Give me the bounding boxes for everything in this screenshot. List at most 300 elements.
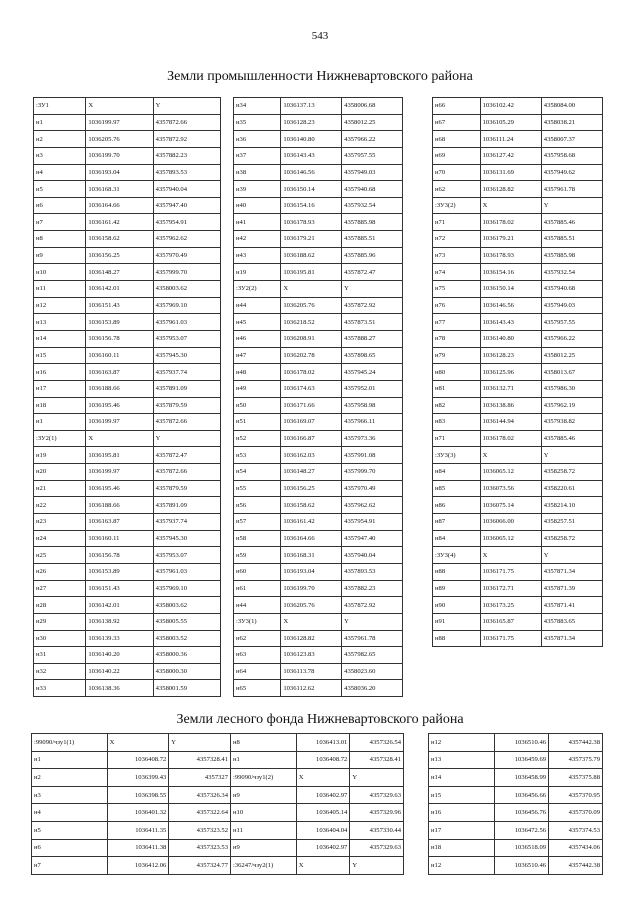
parcel-header-row — [234, 281, 403, 298]
coordinate-row — [429, 821, 603, 839]
coordinate-row — [34, 114, 221, 131]
point-label: н15 — [34, 347, 86, 364]
point-label: н33 — [34, 680, 86, 697]
x-value: 1036164.66 — [281, 530, 342, 547]
coordinate-row — [234, 514, 403, 531]
y-value: 4357871.39 — [541, 580, 602, 597]
y-value: 4357962.19 — [541, 397, 602, 414]
x-value: 1036128.82 — [281, 630, 342, 647]
coordinate-row — [234, 630, 403, 647]
point-label: н9 — [231, 839, 297, 857]
point-label: н26 — [34, 563, 86, 580]
point-label: н14 — [429, 769, 495, 787]
y-value: 4357879.59 — [153, 397, 220, 414]
coordinate-row — [234, 480, 403, 497]
y-value: 4357953.07 — [153, 330, 220, 347]
point-label: н49 — [234, 380, 281, 397]
point-label: н87 — [433, 514, 481, 531]
y-value: 4358036.20 — [342, 680, 403, 697]
point-label: н23 — [34, 514, 86, 531]
point-label: н1 — [34, 414, 86, 431]
x-value: 1036193.04 — [86, 164, 153, 181]
coordinate-row — [234, 164, 403, 181]
x-value: 1036178.93 — [480, 247, 541, 264]
coordinate-row — [234, 447, 403, 464]
y-value: 4357961.03 — [153, 563, 220, 580]
y-value: 4357885.98 — [541, 247, 602, 264]
y-value: 4357958.98 — [342, 397, 403, 414]
x-header: X — [480, 447, 541, 464]
x-value: 1036156.25 — [281, 480, 342, 497]
parcel-header-row — [234, 613, 403, 630]
x-value: 1036510.46 — [495, 857, 549, 875]
point-label: н2 — [34, 131, 86, 148]
coordinate-row — [34, 247, 221, 264]
coordinate-row — [234, 330, 403, 347]
x-header: X — [281, 613, 342, 630]
parcel-label: :99090/чзу1(2) — [231, 769, 297, 787]
point-label: н90 — [433, 597, 481, 614]
x-value: 1036161.42 — [86, 214, 153, 231]
y-header: Y — [342, 281, 403, 298]
coordinate-row — [433, 480, 603, 497]
coordinate-row — [234, 314, 403, 331]
x-value: 1036412.06 — [107, 857, 169, 875]
point-label: н71 — [433, 430, 481, 447]
point-label: н56 — [234, 497, 281, 514]
point-label: н44 — [234, 297, 281, 314]
y-value: 4358006.68 — [342, 98, 403, 115]
point-label: н14 — [34, 330, 86, 347]
y-header: Y — [169, 734, 231, 752]
x-value: 1036140.80 — [480, 330, 541, 347]
point-label: н58 — [234, 530, 281, 547]
point-label: н8 — [231, 734, 297, 752]
x-value: 1036163.87 — [86, 514, 153, 531]
point-label: н9 — [34, 247, 86, 264]
x-value: 1036146.56 — [281, 164, 342, 181]
x-header: X — [107, 734, 169, 752]
parcel-header-row — [433, 447, 603, 464]
point-label: н46 — [234, 330, 281, 347]
point-label: н18 — [429, 839, 495, 857]
parcel-header-row — [231, 769, 404, 787]
coordinate-row — [433, 613, 603, 630]
coordinate-row — [433, 397, 603, 414]
x-value: 1036150.14 — [281, 181, 342, 198]
point-label: н37 — [234, 147, 281, 164]
x-value: 1036459.69 — [495, 751, 549, 769]
point-label: н1 — [34, 114, 86, 131]
x-value: 1036399.43 — [107, 769, 169, 787]
point-label: н13 — [34, 314, 86, 331]
x-value: 1036178.02 — [480, 430, 541, 447]
y-value: 4357329.63 — [350, 786, 404, 804]
y-header: Y — [153, 430, 220, 447]
x-value: 1036195.46 — [86, 397, 153, 414]
y-value: 4357872.66 — [153, 464, 220, 481]
coordinate-row — [34, 580, 221, 597]
point-label: н63 — [234, 647, 281, 664]
coordinates-table-forest-3 — [428, 733, 603, 875]
coordinate-row — [234, 147, 403, 164]
coordinate-row — [433, 514, 603, 531]
coordinate-row — [429, 734, 603, 752]
y-value: 4357873.51 — [342, 314, 403, 331]
point-label: н77 — [433, 314, 481, 331]
x-value: 1036140.80 — [281, 131, 342, 148]
y-value: 4357949.03 — [342, 164, 403, 181]
x-header: X — [86, 430, 153, 447]
x-value: 1036153.89 — [86, 314, 153, 331]
y-value: 4357329.96 — [350, 804, 404, 822]
x-value: 1036102.42 — [480, 98, 541, 115]
y-value: 4357883.65 — [541, 613, 602, 630]
parcel-label: :99090/чзу1(1) — [32, 734, 108, 752]
point-label: н12 — [429, 734, 495, 752]
x-value: 1036193.04 — [281, 563, 342, 580]
x-value: 1036142.01 — [86, 597, 153, 614]
coordinate-row — [34, 597, 221, 614]
y-value: 4357937.74 — [153, 514, 220, 531]
point-label: н20 — [34, 464, 86, 481]
coordinate-row — [34, 647, 221, 664]
y-value: 4357970.49 — [342, 480, 403, 497]
coordinate-row — [34, 364, 221, 381]
point-label: н42 — [234, 231, 281, 248]
x-value: 1036163.87 — [86, 364, 153, 381]
x-value: 1036404.04 — [296, 821, 350, 839]
y-header: Y — [342, 613, 403, 630]
coordinate-row — [433, 231, 603, 248]
point-label: н71 — [433, 214, 481, 231]
y-value: 4357872.47 — [153, 447, 220, 464]
y-value: 4357375.79 — [549, 751, 603, 769]
coordinate-row — [34, 563, 221, 580]
point-label: н67 — [433, 114, 481, 131]
x-value: 1036405.14 — [296, 804, 350, 822]
y-value: 4357991.08 — [342, 447, 403, 464]
point-label: н88 — [433, 563, 481, 580]
coordinates-table-forest-2 — [230, 733, 404, 875]
point-label: н31 — [34, 647, 86, 664]
point-label: н22 — [34, 497, 86, 514]
y-value: 4358012.25 — [541, 347, 602, 364]
x-value: 1036202.78 — [281, 347, 342, 364]
y-value: 4358257.51 — [541, 514, 602, 531]
coordinate-row — [433, 247, 603, 264]
point-label: н11 — [34, 281, 86, 298]
coordinate-row — [32, 821, 231, 839]
coordinate-row — [34, 680, 221, 697]
coordinate-row — [34, 547, 221, 564]
x-value: 1036139.33 — [86, 630, 153, 647]
y-value: 4357999.70 — [342, 464, 403, 481]
coordinate-row — [34, 630, 221, 647]
x-value: 1036398.55 — [107, 786, 169, 804]
coordinate-row — [34, 314, 221, 331]
x-value: 1036402.97 — [296, 839, 350, 857]
coordinate-row — [234, 264, 403, 281]
coordinate-row — [34, 281, 221, 298]
x-value: 1036199.97 — [86, 464, 153, 481]
point-label: н6 — [34, 197, 86, 214]
point-label: н19 — [34, 447, 86, 464]
coordinate-row — [234, 563, 403, 580]
y-value: 4357323.53 — [169, 839, 231, 857]
point-label: н44 — [234, 597, 281, 614]
x-value: 1036411.35 — [107, 821, 169, 839]
x-value: 1036154.16 — [480, 264, 541, 281]
point-label: н11 — [231, 821, 297, 839]
x-value: 1036154.16 — [281, 197, 342, 214]
point-label: н85 — [433, 480, 481, 497]
x-value: 1036171.66 — [281, 397, 342, 414]
y-value: 4358013.67 — [541, 364, 602, 381]
y-value: 4357872.92 — [342, 597, 403, 614]
y-header: Y — [350, 857, 404, 875]
point-label: н68 — [433, 131, 481, 148]
parcel-label: :36247/чзу2(1) — [231, 857, 297, 875]
y-value: 4357953.07 — [153, 547, 220, 564]
point-label: н40 — [234, 197, 281, 214]
coordinate-row — [34, 264, 221, 281]
point-label: н52 — [234, 430, 281, 447]
x-value: 1036411.38 — [107, 839, 169, 857]
y-value: 4357932.54 — [342, 197, 403, 214]
y-value: 4357885.51 — [342, 231, 403, 248]
x-value: 1036138.92 — [86, 613, 153, 630]
y-value: 4357374.53 — [549, 821, 603, 839]
point-label: н5 — [32, 821, 108, 839]
x-value: 1036456.66 — [495, 786, 549, 804]
coordinate-row — [34, 347, 221, 364]
coordinate-row — [234, 497, 403, 514]
point-label: н34 — [234, 98, 281, 115]
coordinate-row — [234, 464, 403, 481]
coordinate-row — [34, 530, 221, 547]
y-value: 4357328.41 — [169, 751, 231, 769]
x-value: 1036131.69 — [480, 164, 541, 181]
x-value: 1036408.72 — [107, 751, 169, 769]
coordinate-row — [34, 214, 221, 231]
point-label: н16 — [34, 364, 86, 381]
x-value: 1036156.25 — [86, 247, 153, 264]
x-value: 1036199.70 — [281, 580, 342, 597]
x-value: 1036125.96 — [480, 364, 541, 381]
y-value: 4357961.03 — [153, 314, 220, 331]
x-value: 1036158.62 — [86, 231, 153, 248]
x-value: 1036199.70 — [86, 147, 153, 164]
coordinate-row — [34, 464, 221, 481]
y-value: 4357891.09 — [153, 497, 220, 514]
point-label: н9 — [231, 786, 297, 804]
y-value: 4357885.96 — [342, 247, 403, 264]
coordinate-row — [234, 131, 403, 148]
parcel-header-row — [433, 547, 603, 564]
point-label: н83 — [433, 414, 481, 431]
y-value: 4357882.23 — [342, 580, 403, 597]
parcel-label: :ЗУ3(4) — [433, 547, 481, 564]
y-value: 4357872.66 — [153, 414, 220, 431]
coordinate-row — [32, 804, 231, 822]
point-label: н18 — [34, 397, 86, 414]
parcel-label: :ЗУ3(3) — [433, 447, 481, 464]
y-value: 4357973.36 — [342, 430, 403, 447]
x-value: 1036105.29 — [480, 114, 541, 131]
coordinate-row — [234, 197, 403, 214]
point-label: н13 — [429, 751, 495, 769]
parcel-header-row — [32, 734, 231, 752]
point-label: н70 — [433, 164, 481, 181]
y-value: 4357940.04 — [153, 181, 220, 198]
point-label: н32 — [34, 663, 86, 680]
x-value: 1036188.62 — [281, 247, 342, 264]
y-header: Y — [153, 98, 220, 115]
y-value: 4357938.82 — [541, 414, 602, 431]
coordinate-row — [433, 580, 603, 597]
coordinate-row — [34, 380, 221, 397]
y-value: 4357954.91 — [153, 214, 220, 231]
point-label: н48 — [234, 364, 281, 381]
x-value: 1036413.01 — [296, 734, 350, 752]
x-value: 1036066.00 — [480, 514, 541, 531]
point-label: н86 — [433, 497, 481, 514]
y-value: 4357885.98 — [342, 214, 403, 231]
coordinate-row — [429, 804, 603, 822]
x-value: 1036172.71 — [480, 580, 541, 597]
y-value: 4358007.37 — [541, 131, 602, 148]
point-label: н4 — [32, 804, 108, 822]
point-label: н65 — [234, 680, 281, 697]
x-value: 1036188.66 — [86, 497, 153, 514]
y-value: 4357949.62 — [541, 164, 602, 181]
y-value: 4357888.27 — [342, 330, 403, 347]
coordinate-row — [433, 330, 603, 347]
point-label: н39 — [234, 181, 281, 198]
point-label: н27 — [34, 580, 86, 597]
x-value: 1036140.20 — [86, 647, 153, 664]
coordinate-row — [34, 414, 221, 431]
y-value: 4357961.78 — [342, 630, 403, 647]
coordinate-row — [433, 281, 603, 298]
point-label: н50 — [234, 397, 281, 414]
point-label: н17 — [34, 380, 86, 397]
x-value: 1036160.11 — [86, 347, 153, 364]
x-value: 1036156.78 — [86, 547, 153, 564]
coordinate-row — [433, 98, 603, 115]
x-value: 1036472.56 — [495, 821, 549, 839]
page-number: 543 — [311, 30, 329, 42]
point-label: н2 — [32, 769, 108, 787]
point-label: н73 — [433, 247, 481, 264]
coordinate-row — [34, 480, 221, 497]
coordinate-row — [429, 786, 603, 804]
x-header: X — [480, 547, 541, 564]
point-label: н25 — [34, 547, 86, 564]
y-value: 4357947.40 — [342, 530, 403, 547]
coordinate-row — [231, 751, 404, 769]
coordinate-row — [433, 380, 603, 397]
coordinate-row — [32, 786, 231, 804]
point-label: н84 — [433, 464, 481, 481]
point-label: н59 — [234, 547, 281, 564]
coordinate-row — [34, 663, 221, 680]
coordinate-row — [231, 821, 404, 839]
x-value: 1036164.66 — [86, 197, 153, 214]
point-label: н91 — [433, 613, 481, 630]
point-label: н12 — [429, 857, 495, 875]
coordinate-row — [433, 181, 603, 198]
point-label: н88 — [433, 630, 481, 647]
coordinate-row — [34, 447, 221, 464]
point-label: н53 — [234, 447, 281, 464]
x-value: 1036174.63 — [281, 380, 342, 397]
y-value: 4358005.55 — [153, 613, 220, 630]
x-value: 1036518.09 — [495, 839, 549, 857]
point-label: н75 — [433, 281, 481, 298]
y-value: 4358038.21 — [541, 114, 602, 131]
x-value: 1036146.56 — [480, 297, 541, 314]
point-label: н60 — [234, 563, 281, 580]
point-label: н79 — [433, 347, 481, 364]
coordinate-row — [32, 857, 231, 875]
x-value: 1036165.87 — [480, 613, 541, 630]
coordinate-row — [433, 430, 603, 447]
parcel-header-row — [231, 857, 404, 875]
y-value: 4357326.34 — [169, 786, 231, 804]
y-value: 4357872.92 — [342, 297, 403, 314]
x-value: 1036199.97 — [86, 414, 153, 431]
coordinate-row — [234, 580, 403, 597]
y-value: 4357442.38 — [549, 857, 603, 875]
coordinate-row — [433, 530, 603, 547]
x-value: 1036456.76 — [495, 804, 549, 822]
parcel-header-row — [433, 197, 603, 214]
y-value: 4357324.77 — [169, 857, 231, 875]
x-value: 1036162.03 — [281, 447, 342, 464]
x-value: 1036510.46 — [495, 734, 549, 752]
y-value: 4357893.53 — [342, 563, 403, 580]
y-value: 4357329.63 — [350, 839, 404, 857]
point-label: н81 — [433, 380, 481, 397]
point-label: н62 — [234, 630, 281, 647]
coordinate-row — [429, 857, 603, 875]
y-value: 4357885.46 — [541, 430, 602, 447]
y-value: 4357322.64 — [169, 804, 231, 822]
x-value: 1036065.12 — [480, 530, 541, 547]
y-value: 4357986.30 — [541, 380, 602, 397]
coordinate-row — [34, 297, 221, 314]
point-label: н41 — [234, 214, 281, 231]
point-label: н55 — [234, 480, 281, 497]
point-label: н82 — [433, 397, 481, 414]
coordinate-row — [234, 231, 403, 248]
point-label: н64 — [234, 663, 281, 680]
x-header: X — [480, 197, 541, 214]
y-value: 4357871.34 — [541, 563, 602, 580]
coordinate-row — [234, 380, 403, 397]
x-value: 1036188.66 — [86, 380, 153, 397]
y-value: 4357961.78 — [541, 181, 602, 198]
coordinate-row — [234, 530, 403, 547]
y-value: 4357982.65 — [342, 647, 403, 664]
point-label: н21 — [34, 480, 86, 497]
y-value: 4357370.09 — [549, 804, 603, 822]
x-value: 1036123.83 — [281, 647, 342, 664]
y-value: 4358023.60 — [342, 663, 403, 680]
coordinate-row — [234, 364, 403, 381]
